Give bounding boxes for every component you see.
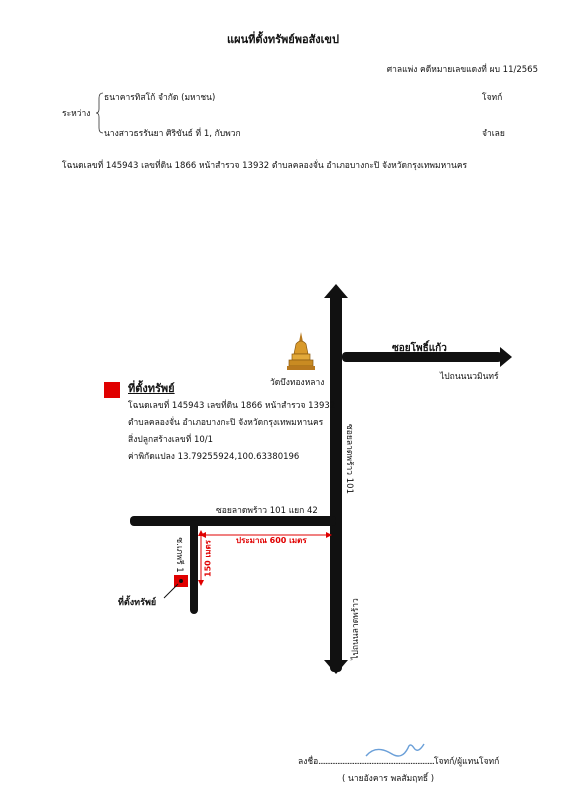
legend-deed: โฉนดเลขที่ 145943 เลขที่ดิน 1866 หน้าสำรวจ 13932 bbox=[128, 401, 336, 411]
arrow-north-icon bbox=[324, 284, 348, 300]
road-soi-101-42 bbox=[130, 516, 336, 526]
legend-swatch bbox=[104, 382, 120, 398]
to-ladprao-label: ไปถนนลาดพร้าว bbox=[351, 598, 361, 660]
brace-icon bbox=[96, 92, 104, 134]
court-case-number: ศาลแพ่ง คดีหมายเลขแดงที่ ผบ 11/2565 bbox=[386, 65, 538, 75]
distance-150-label: 150 เมตร bbox=[203, 540, 213, 577]
plaintiff-role: โจทก์ bbox=[482, 93, 503, 103]
deed-description: โฉนดเลขที่ 145943 เลขที่ดิน 1866 หน้าสำรวจ 13932 ตำบลคลองจั่น อำเภอบางกะปิ จังหวัดกรุงเทพมหานคร bbox=[62, 161, 468, 171]
legend-title: ที่ตั้งทรัพย์ bbox=[128, 382, 175, 395]
ladprao-101-label: ซอยลาดพร้าว 101 bbox=[344, 424, 354, 494]
to-nawamin-label: ไปถนนนวมินทร์ bbox=[440, 372, 499, 382]
page-title: แผนที่ตั้งทรัพย์พอสังเขป bbox=[227, 33, 339, 46]
defendant-name: นางสาวธรรันยา ศิริขันธ์ ที่ 1, กับพวก bbox=[104, 129, 241, 139]
soi-phokaeo-label: ซอยโพธิ์แก้ว bbox=[392, 343, 447, 354]
legend-location: ตำบลคลองจั่น อำเภอบางกะปิ จังหวัดกรุงเทพมหานคร bbox=[128, 418, 324, 428]
between-label: ระหว่าง bbox=[62, 109, 91, 119]
signature-dots: .................................................................... bbox=[318, 757, 434, 767]
soi-lamphi-1-label: ซ.เภพรี 1 bbox=[174, 537, 184, 573]
defendant-role: จำเลย bbox=[482, 129, 505, 139]
signature-line bbox=[298, 754, 499, 768]
road-ladprao-101 bbox=[330, 294, 342, 672]
property-marker-label: ที่ตั้งทรัพย์ bbox=[118, 598, 157, 608]
arrow-east-icon bbox=[500, 347, 512, 367]
temple-label: วัดบึงทองหลาง bbox=[270, 378, 325, 388]
soi-101-42-label: ซอยลาดพร้าว 101 แยก 42 bbox=[216, 506, 318, 516]
legend-building: สิ่งปลูกสร้างเลขที่ 10/1 bbox=[128, 435, 214, 445]
signer-role: โจทก์/ผู้แทนโจทก์ bbox=[433, 757, 500, 767]
marker-leader-line bbox=[162, 582, 180, 600]
sign-label: ลงชื่อ bbox=[298, 757, 319, 767]
legend-coordinates: ค่าพิกัดแปลง 13.79255924,100.63380196 bbox=[128, 452, 300, 462]
plaintiff-name: ธนาคารทิสโก้ จำกัด (มหาชน) bbox=[104, 93, 216, 103]
arrow-south-icon bbox=[324, 660, 348, 674]
signer-name: ( นายอังคาร พลสัมฤทธิ์ ) bbox=[342, 774, 435, 784]
temple-icon bbox=[286, 332, 316, 372]
distance-600-label: ประมาณ 600 เมตร bbox=[236, 536, 307, 545]
